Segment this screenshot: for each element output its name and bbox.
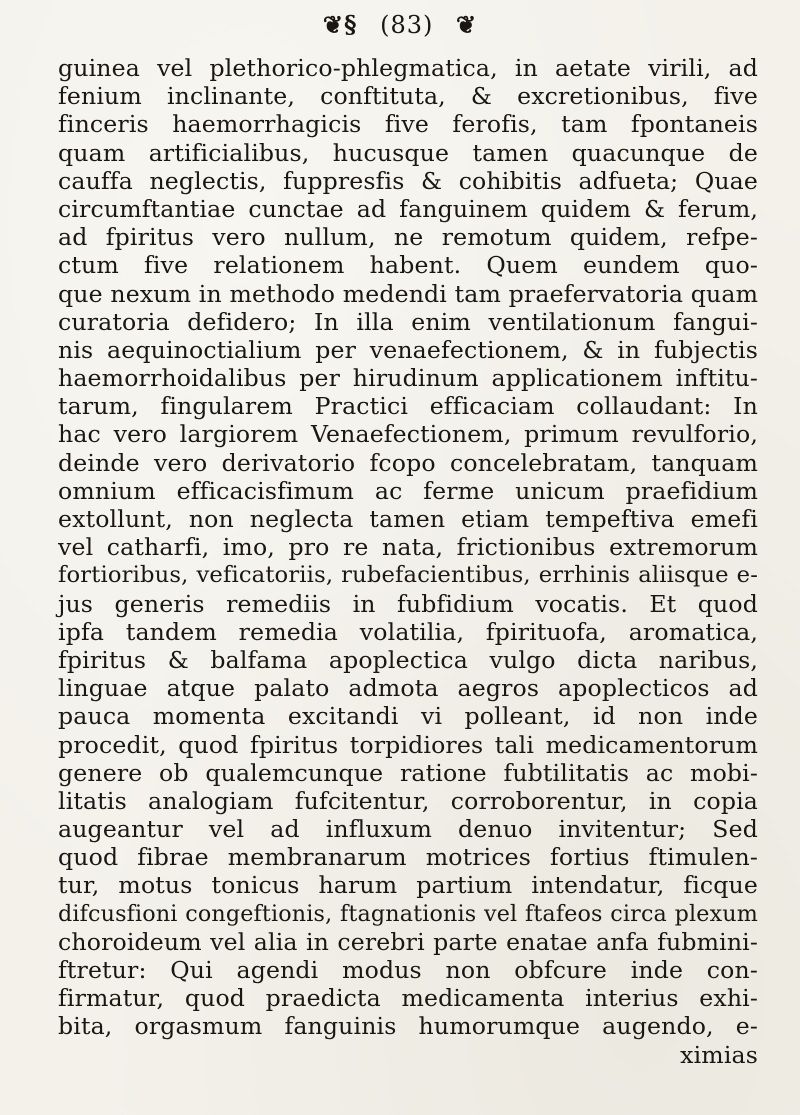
body-text — [58, 54, 758, 1069]
ornament-right: ❦ — [456, 10, 478, 39]
text-line: quam artificialibus, hucusque tamen quacunque de — [58, 138, 758, 167]
text-line: curatoria defidero; In illa enim ventilationum fangui- — [58, 307, 758, 336]
text-line: difcusfioni congeftionis, ftagnationis vel ftafeos circa plexum — [58, 900, 758, 927]
text-line: fortioribus, veficatoriis, rubefacientibus, errhinis aliisque e- — [58, 562, 758, 589]
text-line: bita, orgasmum fanguinis humorumque augendo, e- — [58, 1012, 758, 1041]
text-line: omnium efficacisfimum ac ferme unicum praefidium — [58, 476, 758, 505]
text-line: que nexum in methodo medendi tam praefervatoria quam — [58, 279, 759, 308]
text-line: circumftantiae cunctae ad fanguinem quidem & ferum, — [58, 194, 758, 223]
text-line: finceris haemorrhagicis five ferofis, tam fpontaneis — [58, 110, 758, 139]
text-line: fenium inclinante, conftituta, & excretionibus, five — [58, 82, 758, 111]
text-line: jus generis remediis in fubfidium vocatis. Et quod — [58, 589, 758, 618]
text-line: linguae atque palato admota aegros apoplecticos ad — [58, 674, 758, 703]
page-number: (83) — [380, 11, 434, 39]
text-line: ftretur: Qui agendi modus non obfcure inde con- — [58, 956, 758, 984]
text-line: extollunt, non neglecta tamen etiam tempeftiva emefi — [58, 505, 758, 533]
text-line: pauca momenta excitandi vi polleant, id non inde — [58, 702, 758, 731]
text-line: quod fibrae membranarum motrices fortius ftimulen- — [58, 843, 758, 872]
text-line: choroideum vel alia in cerebri parte enatae anfa fubmini- — [58, 927, 758, 956]
text-line: ctum five relationem habent. Quem eundem quo- — [58, 251, 758, 280]
text-line: firmatur, quod praedicta medicamenta interius exhi- — [58, 984, 758, 1013]
text-line: vel catharfi, imo, pro re nata, frictionibus extremorum — [58, 533, 758, 562]
text-line: augeantur vel ad influxum denuo invitentur; Sed — [58, 815, 758, 844]
text-line: tarum, fingularem Practici efficaciam collaudant: In — [58, 392, 758, 421]
text-line: litatis analogiam fufcitentur, corroborentur, in copia — [58, 786, 758, 815]
running-header — [0, 10, 800, 39]
text-line: cauffa neglectis, fuppresfis & cohibitis adfueta; Quae — [58, 166, 758, 195]
text-line: ipfa tandem remedia volatilia, fpirituofa, aromatica, — [58, 617, 758, 646]
text-line: genere ob qualemcunque ratione fubtilitatis ac mobi- — [58, 758, 758, 787]
text-line: deinde vero derivatorio fcopo concelebratam, tanquam — [58, 448, 758, 477]
text-line: ad fpiritus vero nullum, ne remotum quidem, refpe- — [58, 223, 758, 252]
text-line: hac vero largiorem Venaefectionem, primum revulforio, — [58, 420, 758, 449]
text-line: nis aequinoctialium per venaefectionem, & in fubjectis — [58, 335, 758, 364]
text-line: guinea vel plethorico-phlegmatica, in aetate virili, ad — [58, 54, 758, 82]
text-line: haemorrhoidalibus per hirudinum applicationem inftitu- — [58, 364, 758, 393]
text-line: fpiritus & balfama apoplectica vulgo dicta naribus, — [58, 645, 758, 674]
ornament-left: ❦§ — [322, 10, 358, 39]
text-line: tur, motus tonicus harum partium intendatur, ficque — [58, 871, 758, 900]
catchword: ximias — [680, 1040, 758, 1069]
text-line: procedit, quod fpiritus torpidiores tali medicamentorum — [58, 730, 758, 759]
